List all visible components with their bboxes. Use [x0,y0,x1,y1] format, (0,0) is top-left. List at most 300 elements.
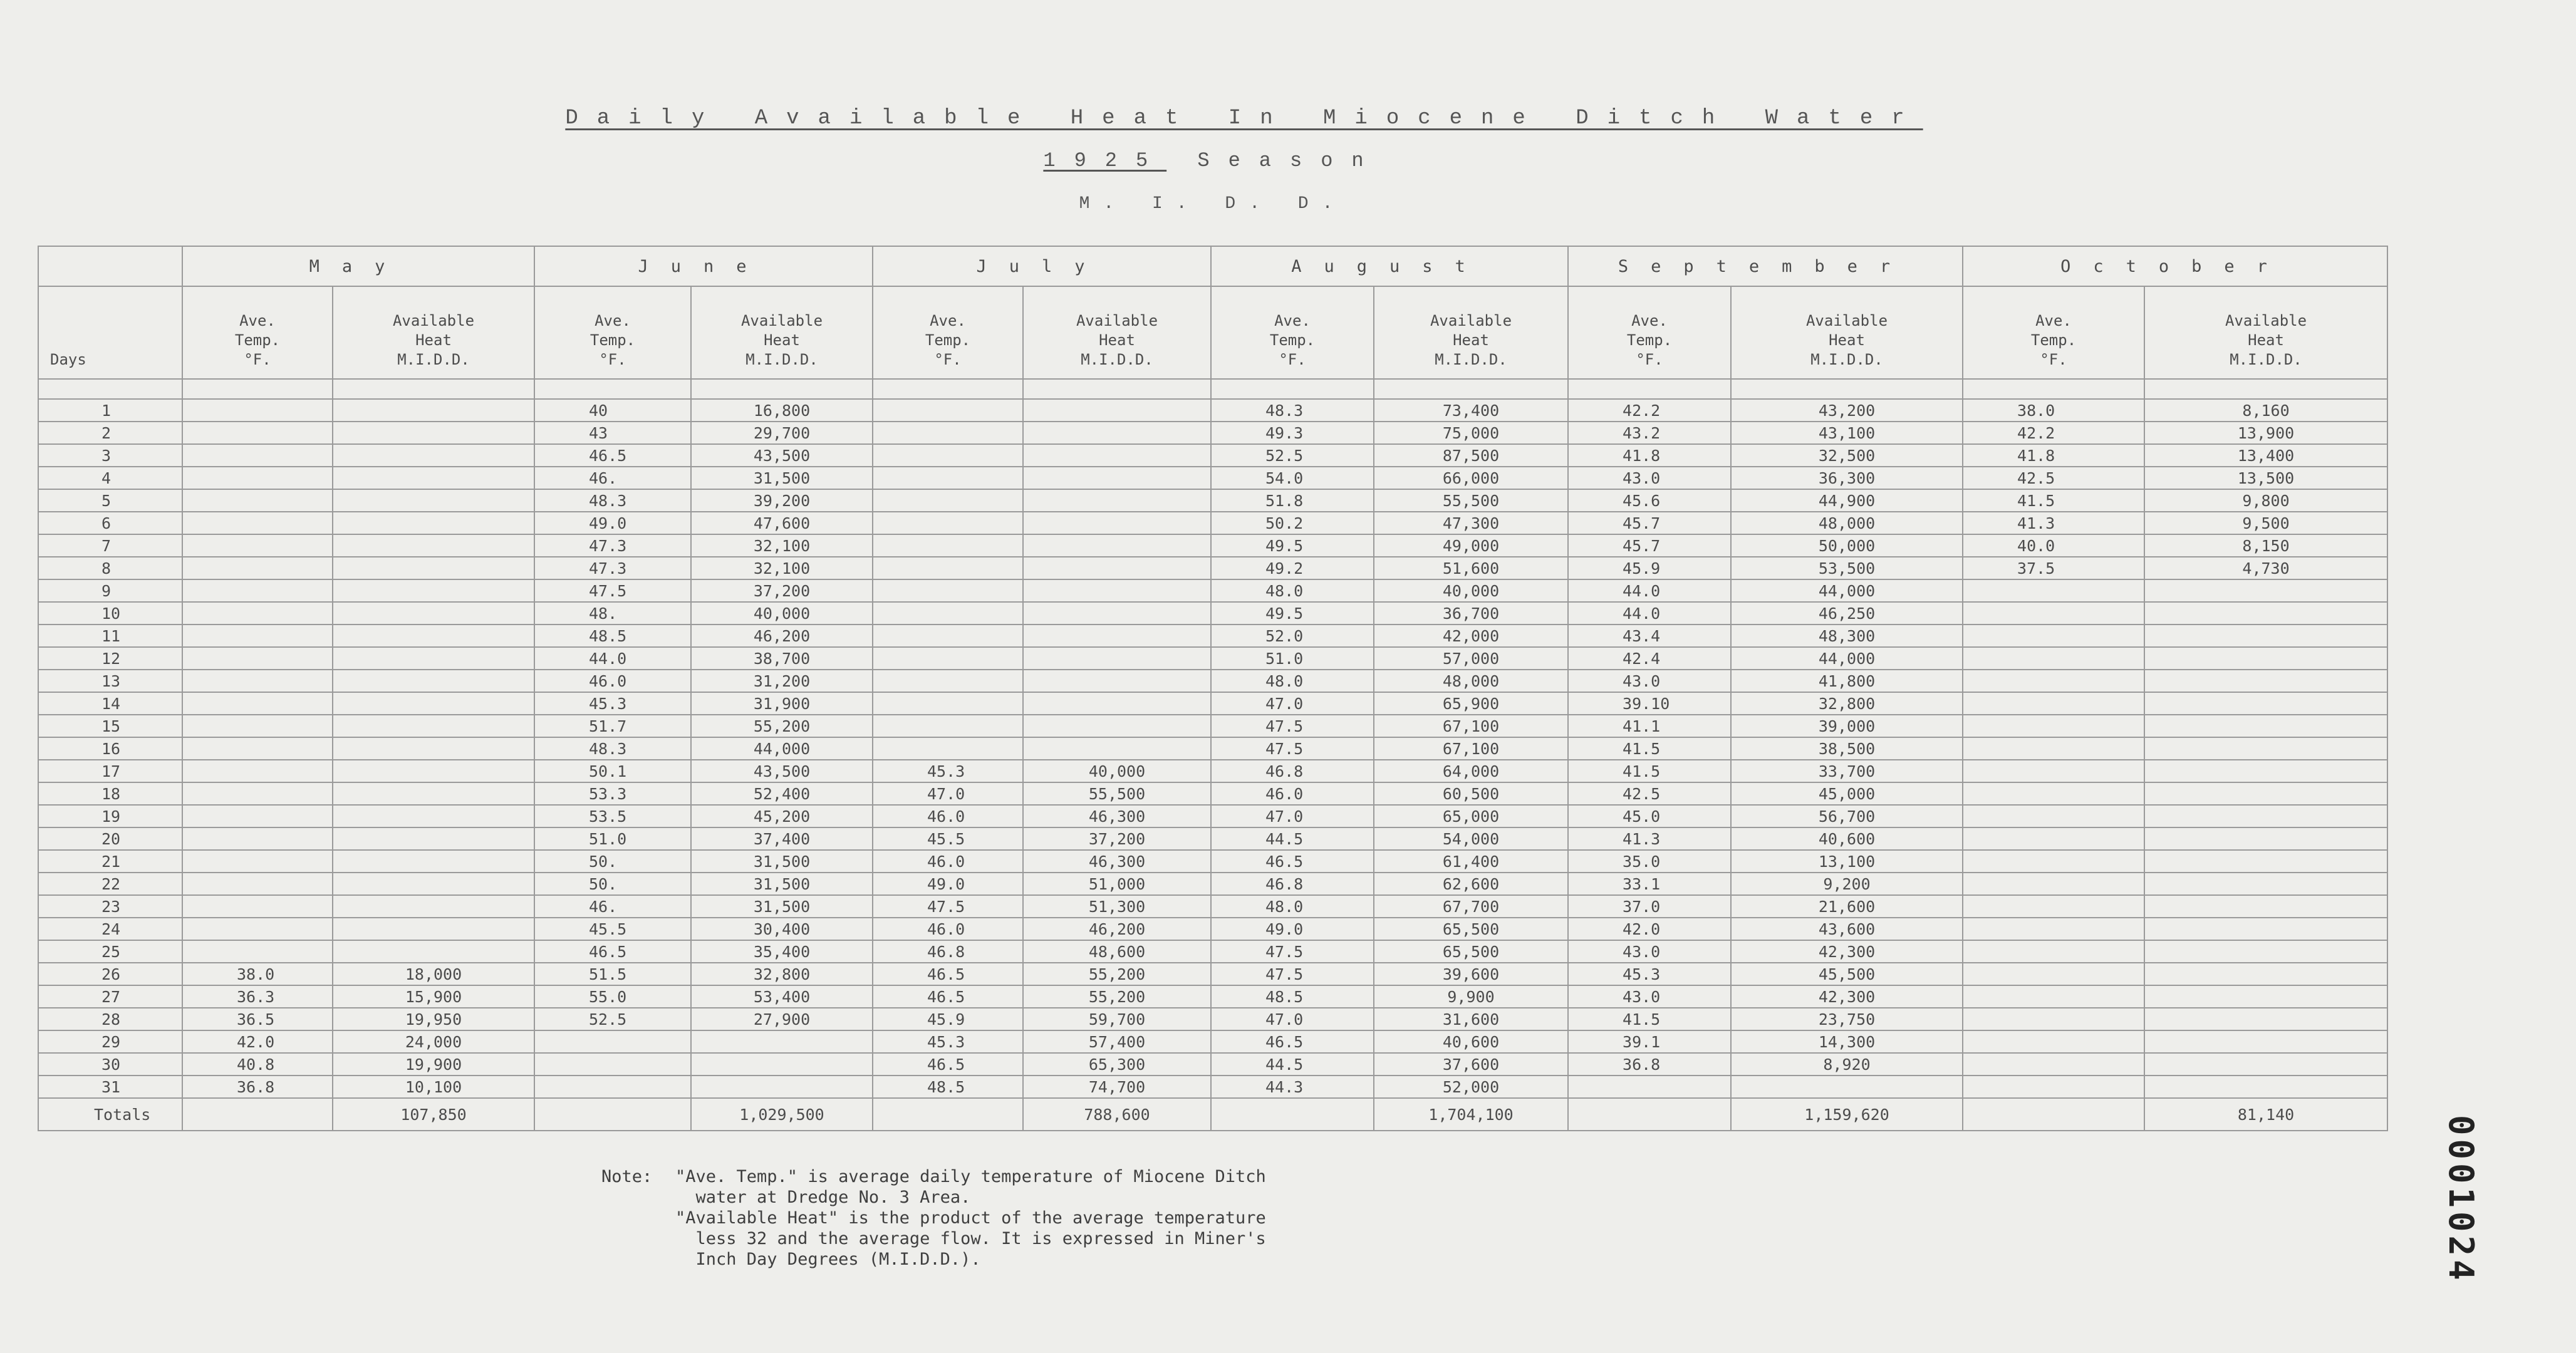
column-header-row [38,286,2387,379]
heat-cell: 46,300 [1023,805,1211,827]
total-value: 1,704,100 [1374,1098,1568,1131]
heat-cell [333,805,534,827]
heat-cell: 10,100 [333,1076,534,1098]
heat-cell: 75,000 [1374,422,1568,444]
temp-cell: 47.3 [534,534,691,557]
month-header: May [182,246,534,286]
temp-cell [1963,625,2144,647]
temp-cell: 45.0 [1568,805,1731,827]
season-line [0,149,2501,172]
note-line: "Ave. Temp." is average daily temperature of Miocene Ditch [675,1167,1266,1186]
temp-cell: 45.6 [1568,489,1731,512]
table-row [38,805,2387,827]
temp-header [1211,286,1374,379]
heat-cell [2144,850,2387,873]
heat-cell [333,534,534,557]
heat-cell: 31,500 [691,850,873,873]
temp-cell: 38.0 [182,963,333,985]
heat-cell [1023,444,1211,467]
temp-cell: 42.0 [182,1030,333,1053]
heat-cell [333,422,534,444]
heat-cell: 44,000 [1731,579,1963,602]
heat-cell [1023,692,1211,715]
temp-cell [1963,737,2144,760]
heat-cell: 9,800 [2144,489,2387,512]
temp-cell [1963,873,2144,895]
spacer-cell [333,379,534,399]
temp-cell [182,557,333,579]
temp-cell: 43.0 [1568,940,1731,963]
spacer-cell [1211,379,1374,399]
temp-cell: 41.1 [1568,715,1731,737]
heat-cell: 52,000 [1374,1076,1568,1098]
table-row [38,534,2387,557]
temp-cell [182,444,333,467]
temp-cell [873,602,1023,625]
spacer-cell [534,379,691,399]
heat-header-line: M.I.D.D. [745,351,818,368]
temp-cell: 44.5 [1211,827,1374,850]
temp-cell: 49.3 [1211,422,1374,444]
heat-cell: 47,300 [1374,512,1568,534]
heat-cell: 8,150 [2144,534,2387,557]
heat-cell: 40,600 [1731,827,1963,850]
temp-cell: 42.4 [1568,647,1731,670]
heat-cell: 48,300 [1731,625,1963,647]
temp-cell [1963,782,2144,805]
heat-cell [1023,737,1211,760]
heat-cell [1023,647,1211,670]
heat-cell [1731,1076,1963,1098]
heat-cell: 74,700 [1023,1076,1211,1098]
temp-header-line: Temp. [1269,331,1316,349]
day-cell: 5 [38,489,182,512]
heat-cell [333,873,534,895]
heat-cell [2144,760,2387,782]
day-cell: 31 [38,1076,182,1098]
table-row [38,489,2387,512]
heat-cell: 36,300 [1731,467,1963,489]
temp-cell [1963,895,2144,918]
table-row [38,602,2387,625]
heat-cell: 31,900 [691,692,873,715]
heat-cell: 43,200 [1731,399,1963,422]
temp-cell [182,827,333,850]
heat-cell [2144,692,2387,715]
heat-cell: 40,000 [1023,760,1211,782]
days-header: Days [38,286,182,379]
heat-cell: 55,500 [1023,782,1211,805]
temp-header [1568,286,1731,379]
temp-cell: 48.3 [534,737,691,760]
heat-header-line: Available [1805,312,1888,329]
temp-cell [182,715,333,737]
day-cell: 20 [38,827,182,850]
temp-cell: 48.5 [534,625,691,647]
heat-cell [333,512,534,534]
temp-cell [873,399,1023,422]
heat-cell: 31,200 [691,670,873,692]
temp-cell: 41.3 [1963,512,2144,534]
total-value: 81,140 [2144,1098,2387,1131]
heat-cell [2144,782,2387,805]
heat-cell: 73,400 [1374,399,1568,422]
temp-cell: 43.0 [1568,985,1731,1008]
temp-cell [873,557,1023,579]
table-row [38,1008,2387,1030]
heat-header [333,286,534,379]
temp-cell [873,579,1023,602]
temp-cell [1963,1076,2144,1098]
table-row [38,467,2387,489]
heat-cell: 13,500 [2144,467,2387,489]
temp-cell [182,467,333,489]
heat-cell [1023,422,1211,444]
heat-cell: 37,400 [691,827,873,850]
table-row [38,918,2387,940]
month-header: October [1963,246,2387,286]
temp-cell: 46.8 [873,940,1023,963]
note-line: water at Dredge No. 3 Area. [675,1188,971,1207]
temp-cell: 36.8 [182,1076,333,1098]
temp-cell [1568,1076,1731,1098]
heat-cell [1023,715,1211,737]
temp-cell [534,1030,691,1053]
heat-cell: 67,700 [1374,895,1568,918]
temp-header-line: °F. [244,351,271,368]
heat-cell [2144,895,2387,918]
temp-header-line: Ave. [595,312,631,329]
spacer-cell [1568,379,1731,399]
heat-header-line: Heat [1453,331,1489,349]
heat-cell [333,489,534,512]
heat-cell [1023,467,1211,489]
heat-cell: 31,600 [1374,1008,1568,1030]
heat-cell: 65,500 [1374,940,1568,963]
temp-cell: 46.8 [1211,760,1374,782]
temp-cell: 49.0 [1211,918,1374,940]
temp-cell: 42.2 [1963,422,2144,444]
heat-cell: 59,700 [1023,1008,1211,1030]
temp-cell: 45.3 [1568,963,1731,985]
day-cell: 9 [38,579,182,602]
day-cell: 17 [38,760,182,782]
heat-cell [1023,489,1211,512]
temp-header [873,286,1023,379]
temp-cell [182,760,333,782]
temp-cell [873,625,1023,647]
temp-cell [873,512,1023,534]
totals-row [38,1098,2387,1131]
temp-cell: 46.5 [873,1053,1023,1076]
heat-cell [2144,827,2387,850]
heat-cell [1023,399,1211,422]
temp-cell [1963,579,2144,602]
heat-cell: 43,600 [1731,918,1963,940]
heat-cell: 8,920 [1731,1053,1963,1076]
heat-cell: 45,500 [1731,963,1963,985]
heat-cell: 55,200 [691,715,873,737]
temp-cell [182,625,333,647]
heat-cell [2144,1076,2387,1098]
day-cell: 11 [38,625,182,647]
temp-header-line: °F. [1636,351,1663,368]
temp-cell: 46.0 [873,918,1023,940]
temp-cell: 45.3 [873,760,1023,782]
table-row [38,512,2387,534]
temp-header-line: Ave. [239,312,276,329]
spacer-row [38,379,2387,399]
temp-cell: 44.0 [1568,602,1731,625]
temp-cell [182,602,333,625]
temp-cell: 51.5 [534,963,691,985]
temp-cell [873,715,1023,737]
heat-cell: 38,700 [691,647,873,670]
heat-cell: 55,200 [1023,985,1211,1008]
temp-header-line: Temp. [2030,331,2077,349]
heat-cell: 57,400 [1023,1030,1211,1053]
day-cell: 18 [38,782,182,805]
heat-cell: 65,000 [1374,805,1568,827]
temp-header-line: °F. [2040,351,2067,368]
footnote [601,1166,1328,1270]
note-line: "Available Heat" is the product of the average temperature [675,1208,1266,1228]
temp-cell [1963,760,2144,782]
heat-cell [333,399,534,422]
totals-blank [873,1098,1023,1131]
heat-cell [333,579,534,602]
temp-cell: 46.5 [1211,850,1374,873]
temp-cell: 40 [534,399,691,422]
temp-header [1963,286,2144,379]
temp-cell: 38.0 [1963,399,2144,422]
table-row [38,1076,2387,1098]
temp-cell [873,737,1023,760]
heat-cell: 33,700 [1731,760,1963,782]
temp-header [182,286,333,379]
heat-cell: 38,500 [1731,737,1963,760]
heat-header-line: Heat [415,331,452,349]
temp-cell [182,647,333,670]
temp-cell: 37.5 [1963,557,2144,579]
heat-cell: 48,000 [1374,670,1568,692]
temp-cell [1963,985,2144,1008]
temp-cell [873,534,1023,557]
heat-cell: 39,200 [691,489,873,512]
heat-cell: 55,200 [1023,963,1211,985]
total-value: 788,600 [1023,1098,1211,1131]
temp-cell: 48.0 [1211,670,1374,692]
temp-cell: 46.5 [873,985,1023,1008]
day-cell: 23 [38,895,182,918]
heat-cell: 65,300 [1023,1053,1211,1076]
heat-header-line: Heat [1099,331,1135,349]
heat-cell: 43,500 [691,444,873,467]
temp-cell: 47.5 [534,579,691,602]
temp-cell: 53.3 [534,782,691,805]
temp-cell [182,805,333,827]
heat-cell [1023,602,1211,625]
table-row [38,557,2387,579]
heat-cell [691,1030,873,1053]
temp-cell [873,647,1023,670]
heat-cell: 44,000 [1731,647,1963,670]
temp-cell: 43.0 [1568,467,1731,489]
heat-cell [2144,940,2387,963]
totals-label: Totals [38,1098,182,1131]
temp-cell: 46. [534,895,691,918]
temp-cell: 47.5 [1211,963,1374,985]
day-cell: 3 [38,444,182,467]
temp-cell: 44.0 [534,647,691,670]
temp-cell: 46.5 [534,940,691,963]
temp-cell: 49.5 [1211,602,1374,625]
spacer-cell [1731,379,1963,399]
table-row [38,715,2387,737]
heat-cell [2144,873,2387,895]
table-row [38,579,2387,602]
day-cell: 1 [38,399,182,422]
heat-cell [333,760,534,782]
temp-cell: 43 [534,422,691,444]
heat-cell: 67,100 [1374,737,1568,760]
heat-cell [333,827,534,850]
temp-cell: 41.5 [1963,489,2144,512]
heat-cell [333,782,534,805]
temp-cell: 55.0 [534,985,691,1008]
heat-cell: 31,500 [691,467,873,489]
table-row [38,399,2387,422]
temp-cell: 36.5 [182,1008,333,1030]
table-row [38,963,2387,985]
heat-cell: 64,000 [1374,760,1568,782]
temp-cell: 52.5 [534,1008,691,1030]
temp-cell: 51.8 [1211,489,1374,512]
heat-header-line: M.I.D.D. [1081,351,1153,368]
temp-header-line: °F. [934,351,962,368]
temp-cell: 41.5 [1568,1008,1731,1030]
temp-cell: 51.0 [1211,647,1374,670]
heat-cell [2144,602,2387,625]
temp-header-line: Ave. [1631,312,1668,329]
heat-cell: 27,900 [691,1008,873,1030]
heat-cell: 44,900 [1731,489,1963,512]
temp-cell [1963,1008,2144,1030]
temp-cell: 50. [534,873,691,895]
month-header: June [534,246,873,286]
temp-header-line: Temp. [925,331,971,349]
temp-cell [1963,692,2144,715]
heat-cell [2144,625,2387,647]
temp-cell [1963,940,2144,963]
table-row [38,444,2387,467]
heat-cell: 13,900 [2144,422,2387,444]
table-row [38,873,2387,895]
heat-cell: 39,600 [1374,963,1568,985]
heat-cell [1023,512,1211,534]
temp-cell: 50. [534,850,691,873]
day-cell: 10 [38,602,182,625]
temp-cell: 39.1 [1568,1030,1731,1053]
heat-cell: 42,300 [1731,940,1963,963]
day-cell: 13 [38,670,182,692]
temp-cell [182,873,333,895]
heat-cell: 87,500 [1374,444,1568,467]
temp-cell [873,444,1023,467]
temp-cell: 46.0 [534,670,691,692]
heat-cell [2144,1008,2387,1030]
temp-header-line: °F. [1279,351,1306,368]
heat-header-line: M.I.D.D. [1435,351,1507,368]
month-header: August [1211,246,1568,286]
temp-cell [1963,1030,2144,1053]
spacer-cell [691,379,873,399]
heat-cell: 13,400 [2144,444,2387,467]
table-row [38,760,2387,782]
total-value: 1,159,620 [1731,1098,1963,1131]
heat-header [1731,286,1963,379]
heat-header-line: M.I.D.D. [2230,351,2302,368]
temp-cell: 41.5 [1568,760,1731,782]
table-row [38,895,2387,918]
spacer-cell [873,379,1023,399]
temp-cell [873,670,1023,692]
heat-cell: 21,600 [1731,895,1963,918]
temp-cell [1963,827,2144,850]
temp-header [534,286,691,379]
month-header: July [873,246,1211,286]
temp-cell [182,399,333,422]
month-header-row [38,246,2387,286]
heat-cell [333,715,534,737]
temp-cell: 42.5 [1963,467,2144,489]
heat-cell: 29,700 [691,422,873,444]
totals-blank [1568,1098,1731,1131]
note-label: Note: [601,1167,653,1186]
heat-cell [333,467,534,489]
heat-cell: 43,100 [1731,422,1963,444]
table-row [38,692,2387,715]
table-row [38,940,2387,963]
temp-cell: 49.5 [1211,534,1374,557]
temp-cell: 46.8 [1211,873,1374,895]
temp-cell [182,895,333,918]
heat-cell [1023,534,1211,557]
temp-cell: 47.5 [873,895,1023,918]
temp-cell: 41.3 [1568,827,1731,850]
heat-cell: 9,900 [1374,985,1568,1008]
heat-cell: 19,900 [333,1053,534,1076]
total-value: 1,029,500 [691,1098,873,1131]
temp-cell [1963,963,2144,985]
heat-cell: 31,500 [691,895,873,918]
temp-cell [873,467,1023,489]
heat-cell: 51,300 [1023,895,1211,918]
heat-cell [2144,805,2387,827]
temp-cell [534,1053,691,1076]
heat-cell [1023,625,1211,647]
heat-cell [333,625,534,647]
temp-cell [182,737,333,760]
note-body [675,1166,1328,1270]
heat-cell [333,670,534,692]
heat-header-line: M.I.D.D. [1810,351,1883,368]
temp-cell: 54.0 [1211,467,1374,489]
heat-cell [2144,985,2387,1008]
heat-cell: 56,700 [1731,805,1963,827]
temp-cell: 43.2 [1568,422,1731,444]
day-cell: 16 [38,737,182,760]
